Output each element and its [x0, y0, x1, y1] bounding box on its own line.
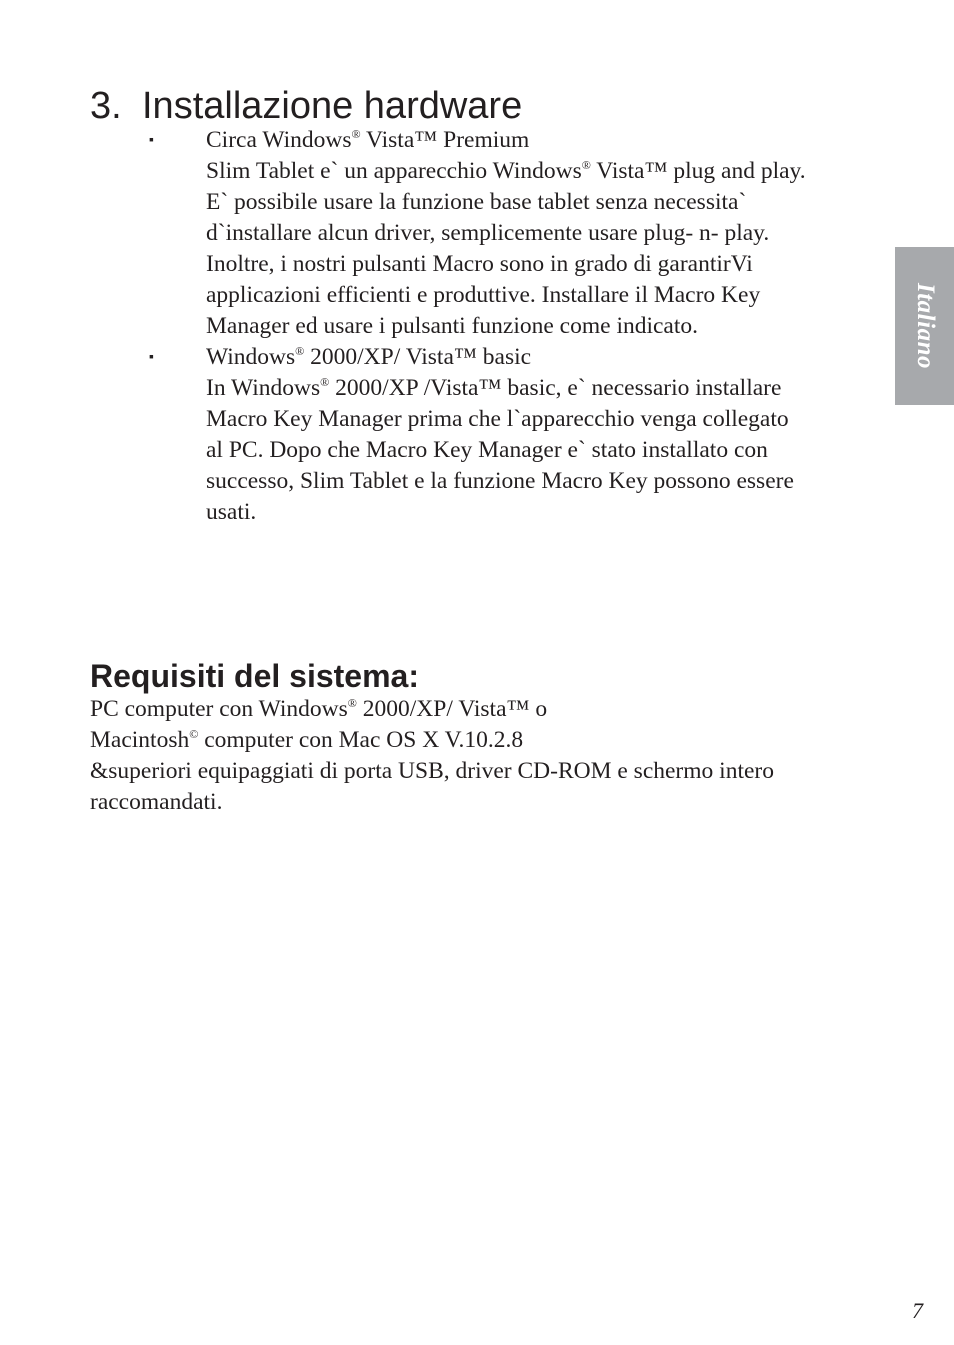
bullet-item-vista-premium: [0, 125, 900, 342]
requirements-heading: Requisiti del sistema:: [90, 658, 419, 694]
bullet-text-line: Inoltre, i nostri pulsanti Macro sono in grado di garantirVi: [206, 251, 753, 277]
language-tab-label: Italiano: [911, 283, 939, 369]
requirements-line: Macintosh© computer con Mac OS X V.10.2.8: [90, 727, 524, 753]
requirements-line: PC computer con Windows® 2000/XP/ Vista™ o: [90, 696, 548, 722]
bullet-text-line: usati.: [206, 499, 257, 525]
registered-mark: ®: [347, 696, 357, 710]
requirements-line: raccomandati.: [90, 789, 223, 815]
registered-mark: ®: [295, 344, 305, 358]
bullet-text-line: Macro Key Manager prima che l`apparecchio venga collegato: [206, 406, 789, 432]
bullet-text-line: E` possibile usare la funzione base tablet senza necessita`: [206, 189, 747, 215]
requirements-body: [90, 694, 890, 818]
registered-mark: ®: [351, 127, 361, 141]
bullet-text-line: In Windows® 2000/XP /Vista™ basic, e` necessario installare: [206, 375, 782, 401]
bullet-marker: ▪: [149, 133, 154, 148]
section-heading: [90, 84, 522, 128]
bullet-text-line: d`installare alcun driver, semplicemente usare plug- n- play.: [206, 220, 770, 246]
bullet-heading: Circa Windows® Vista™ Premium: [206, 127, 530, 153]
copyright-mark: ©: [189, 727, 199, 741]
section-title: Installazione hardware: [142, 85, 523, 127]
bullet-text-line: successo, Slim Tablet e la funzione Macro Key possono essere: [206, 468, 794, 494]
bullet-text-line: applicazioni efficienti e produttive. Installare il Macro Key: [206, 282, 761, 308]
section-number: 3.: [90, 85, 122, 127]
requirements-line: &superiori equipaggiati di porta USB, driver CD-ROM e schermo intero: [90, 758, 774, 784]
bullet-text-line: Manager ed usare i pulsanti funzione come indicato.: [206, 313, 699, 339]
registered-mark: ®: [581, 158, 591, 172]
page-number: 7: [912, 1298, 923, 1323]
language-side-tab: [895, 247, 954, 405]
bullet-text-line: al PC. Dopo che Macro Key Manager e` stato installato con: [206, 437, 768, 463]
registered-mark: ®: [320, 375, 330, 389]
bullet-item-vista-basic: [0, 342, 900, 528]
bullet-text-line: Slim Tablet e` un apparecchio Windows® Vista™ plug and play.: [206, 158, 806, 184]
bullet-list: [0, 125, 900, 528]
bullet-marker: ▪: [149, 350, 154, 365]
bullet-heading: Windows® 2000/XP/ Vista™ basic: [206, 344, 532, 370]
